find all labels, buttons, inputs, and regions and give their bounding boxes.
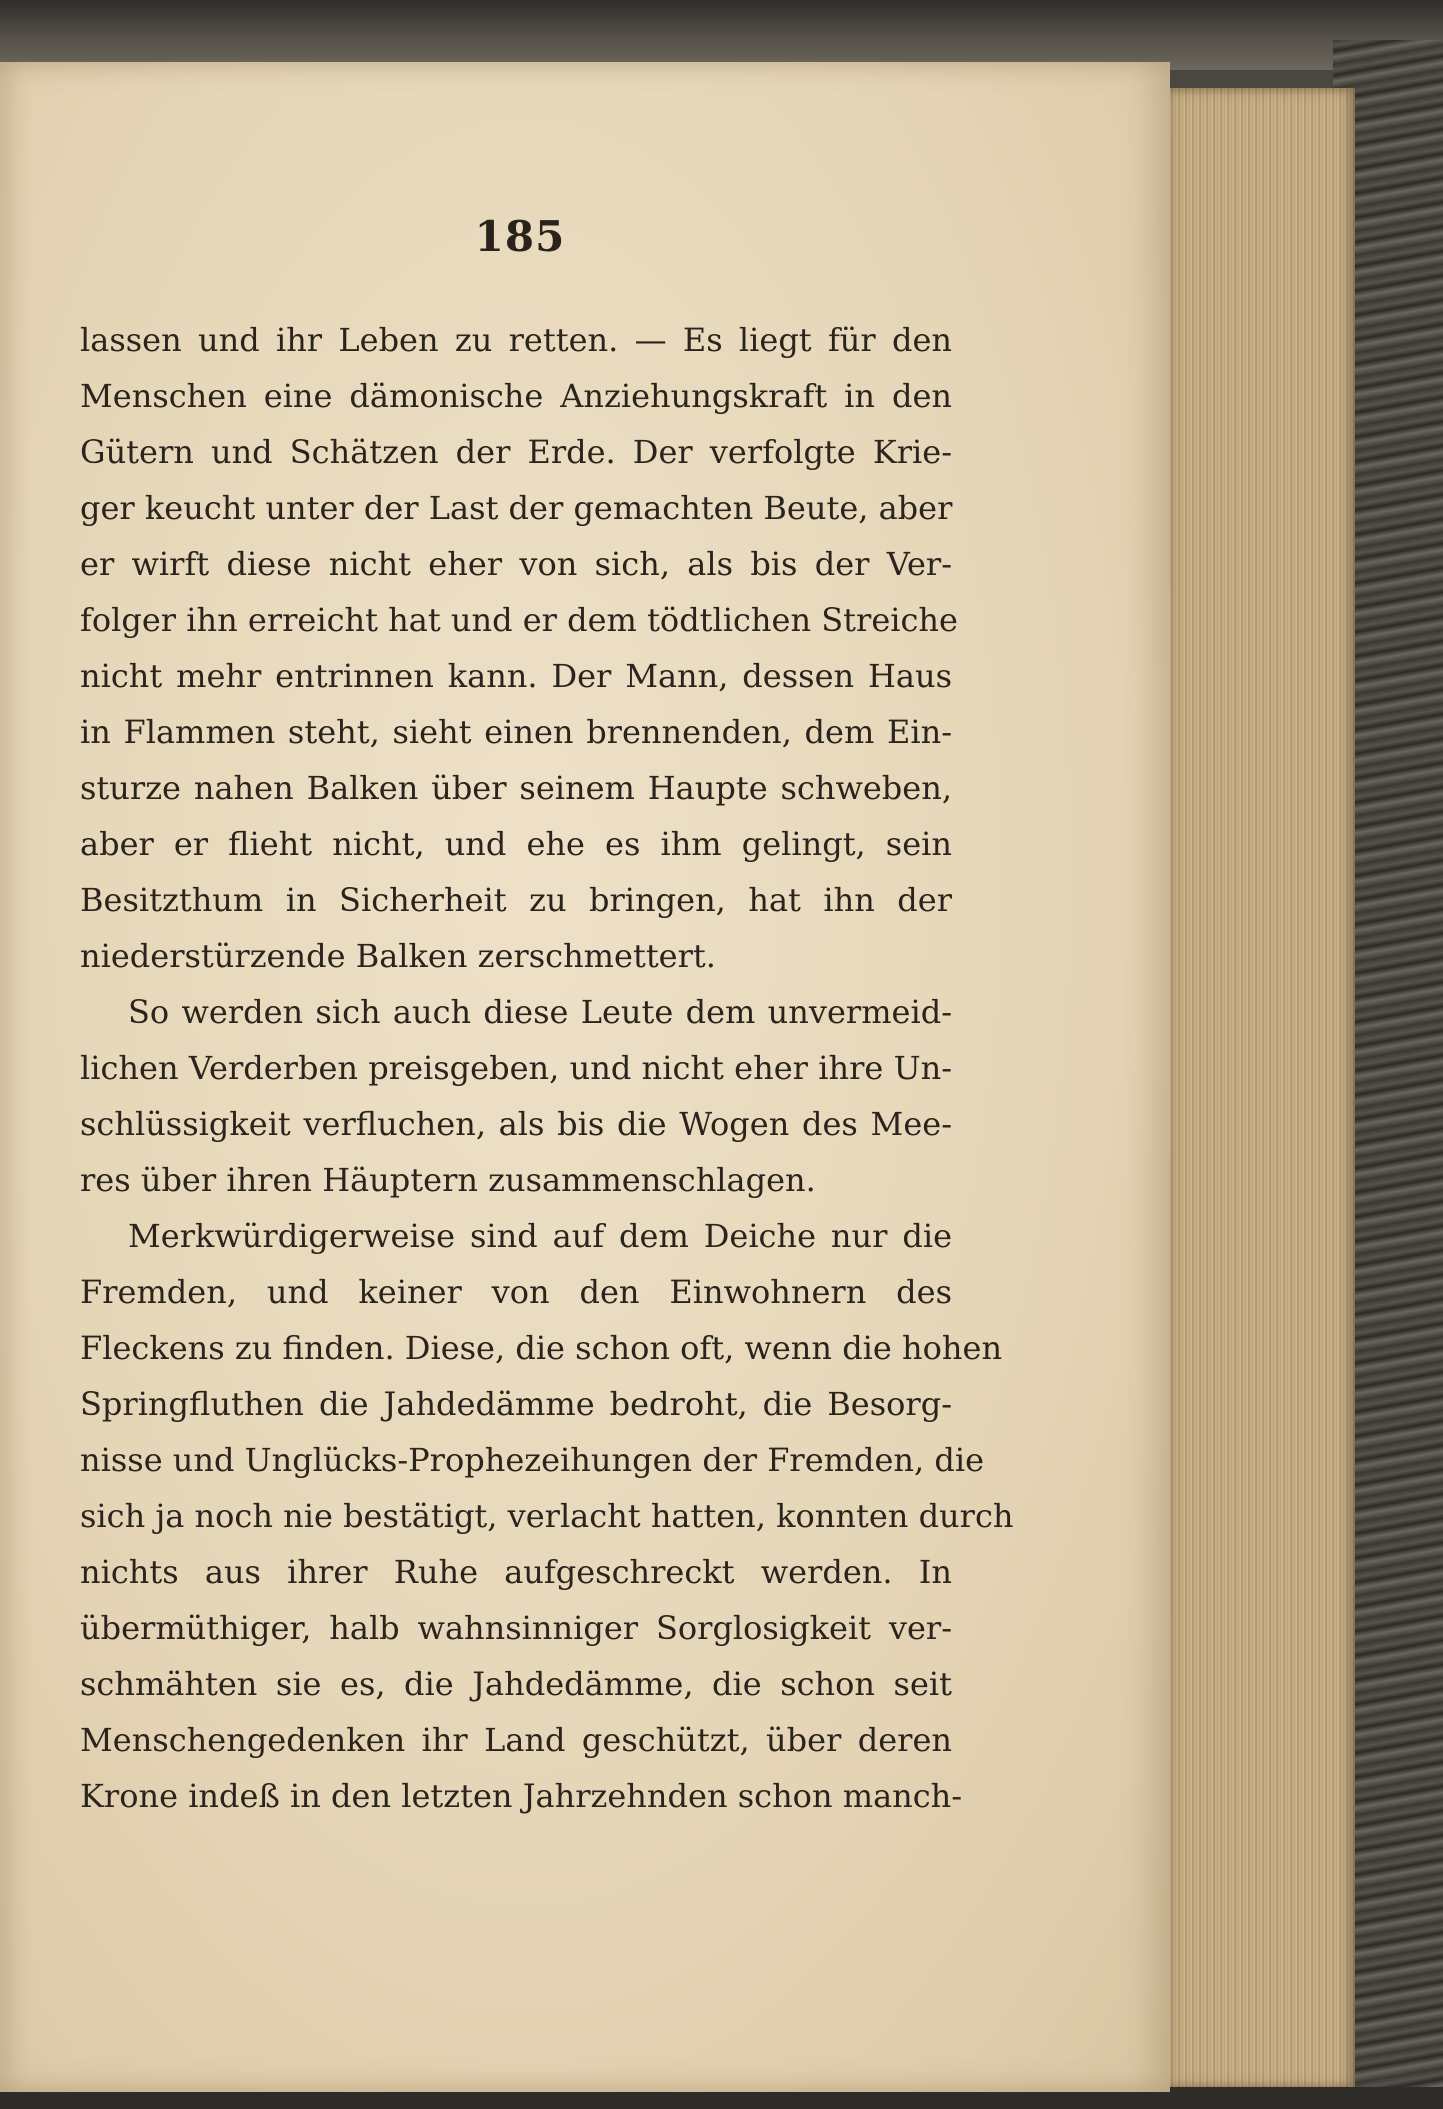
text-line: er wirft diese nicht eher von sich, als bis der Ver- xyxy=(80,545,952,583)
text-line: Merkwürdigerweise sind auf dem Deiche nur die xyxy=(128,1217,952,1255)
book-cover-top xyxy=(0,0,1443,70)
text-line: Springfluthen die Jahdedämme bedroht, die Besorg- xyxy=(80,1385,952,1423)
paragraph xyxy=(80,984,952,1208)
paragraph xyxy=(80,312,958,984)
text-line: schlüssigkeit verfluchen, als bis die Wogen des Mee- xyxy=(80,1105,952,1143)
text-line: nicht mehr entrinnen kann. Der Mann, dessen Haus xyxy=(80,657,952,695)
text-line: Besitzthum in Sicherheit zu bringen, hat ihn der xyxy=(80,881,952,919)
body-text xyxy=(80,312,1014,1824)
text-line: aber er flieht nicht, und ehe es ihm gelingt, sein xyxy=(80,825,952,863)
text-line: sturze nahen Balken über seinem Haupte schweben, xyxy=(80,769,952,807)
page-number: 185 xyxy=(474,212,566,261)
text-line: nichts aus ihrer Ruhe aufgeschreckt werden. In xyxy=(80,1553,952,1591)
text-line: lassen und ihr Leben zu retten. — Es liegt für den xyxy=(80,321,952,359)
text-line: ger keucht unter der Last der gemachten Beute, aber xyxy=(80,489,953,527)
text-line: übermüthiger, halb wahnsinniger Sorglosigkeit ver- xyxy=(80,1609,952,1647)
text-line: So werden sich auch diese Leute dem unvermeid- xyxy=(128,993,952,1031)
text-line: Fleckens zu finden. Diese, die schon oft, wenn die hohen xyxy=(80,1329,1003,1367)
text-line: in Flammen steht, sieht einen brennenden, dem Ein- xyxy=(80,713,952,751)
text-line: folger ihn erreicht hat und er dem tödtlichen Streiche xyxy=(80,601,958,639)
text-line: Menschen eine dämonische Anziehungskraft in den xyxy=(80,377,952,415)
page-edges xyxy=(1160,88,1355,2088)
text-line: nisse und Unglücks-Prophezeihungen der Fremden, die xyxy=(80,1441,985,1479)
text-line: Menschengedenken ihr Land geschützt, über deren xyxy=(80,1721,952,1759)
text-line: Gütern und Schätzen der Erde. Der verfolgte Krie- xyxy=(80,433,952,471)
text-line: Krone indeß in den letzten Jahrzehnden schon manch- xyxy=(80,1777,963,1815)
text-line: res über ihren Häuptern zusammenschlagen. xyxy=(80,1161,816,1199)
text-line: Fremden, und keiner von den Einwohnern des xyxy=(80,1273,952,1311)
text-line: sich ja noch nie bestätigt, verlacht hatten, konnten durch xyxy=(80,1497,1014,1535)
paragraph xyxy=(80,1208,1014,1824)
text-line: niederstürzende Balken zerschmettert. xyxy=(80,937,716,975)
text-line: lichen Verderben preisgeben, und nicht eher ihre Un- xyxy=(80,1049,952,1087)
text-line: schmähten sie es, die Jahdedämme, die schon seit xyxy=(80,1665,952,1703)
